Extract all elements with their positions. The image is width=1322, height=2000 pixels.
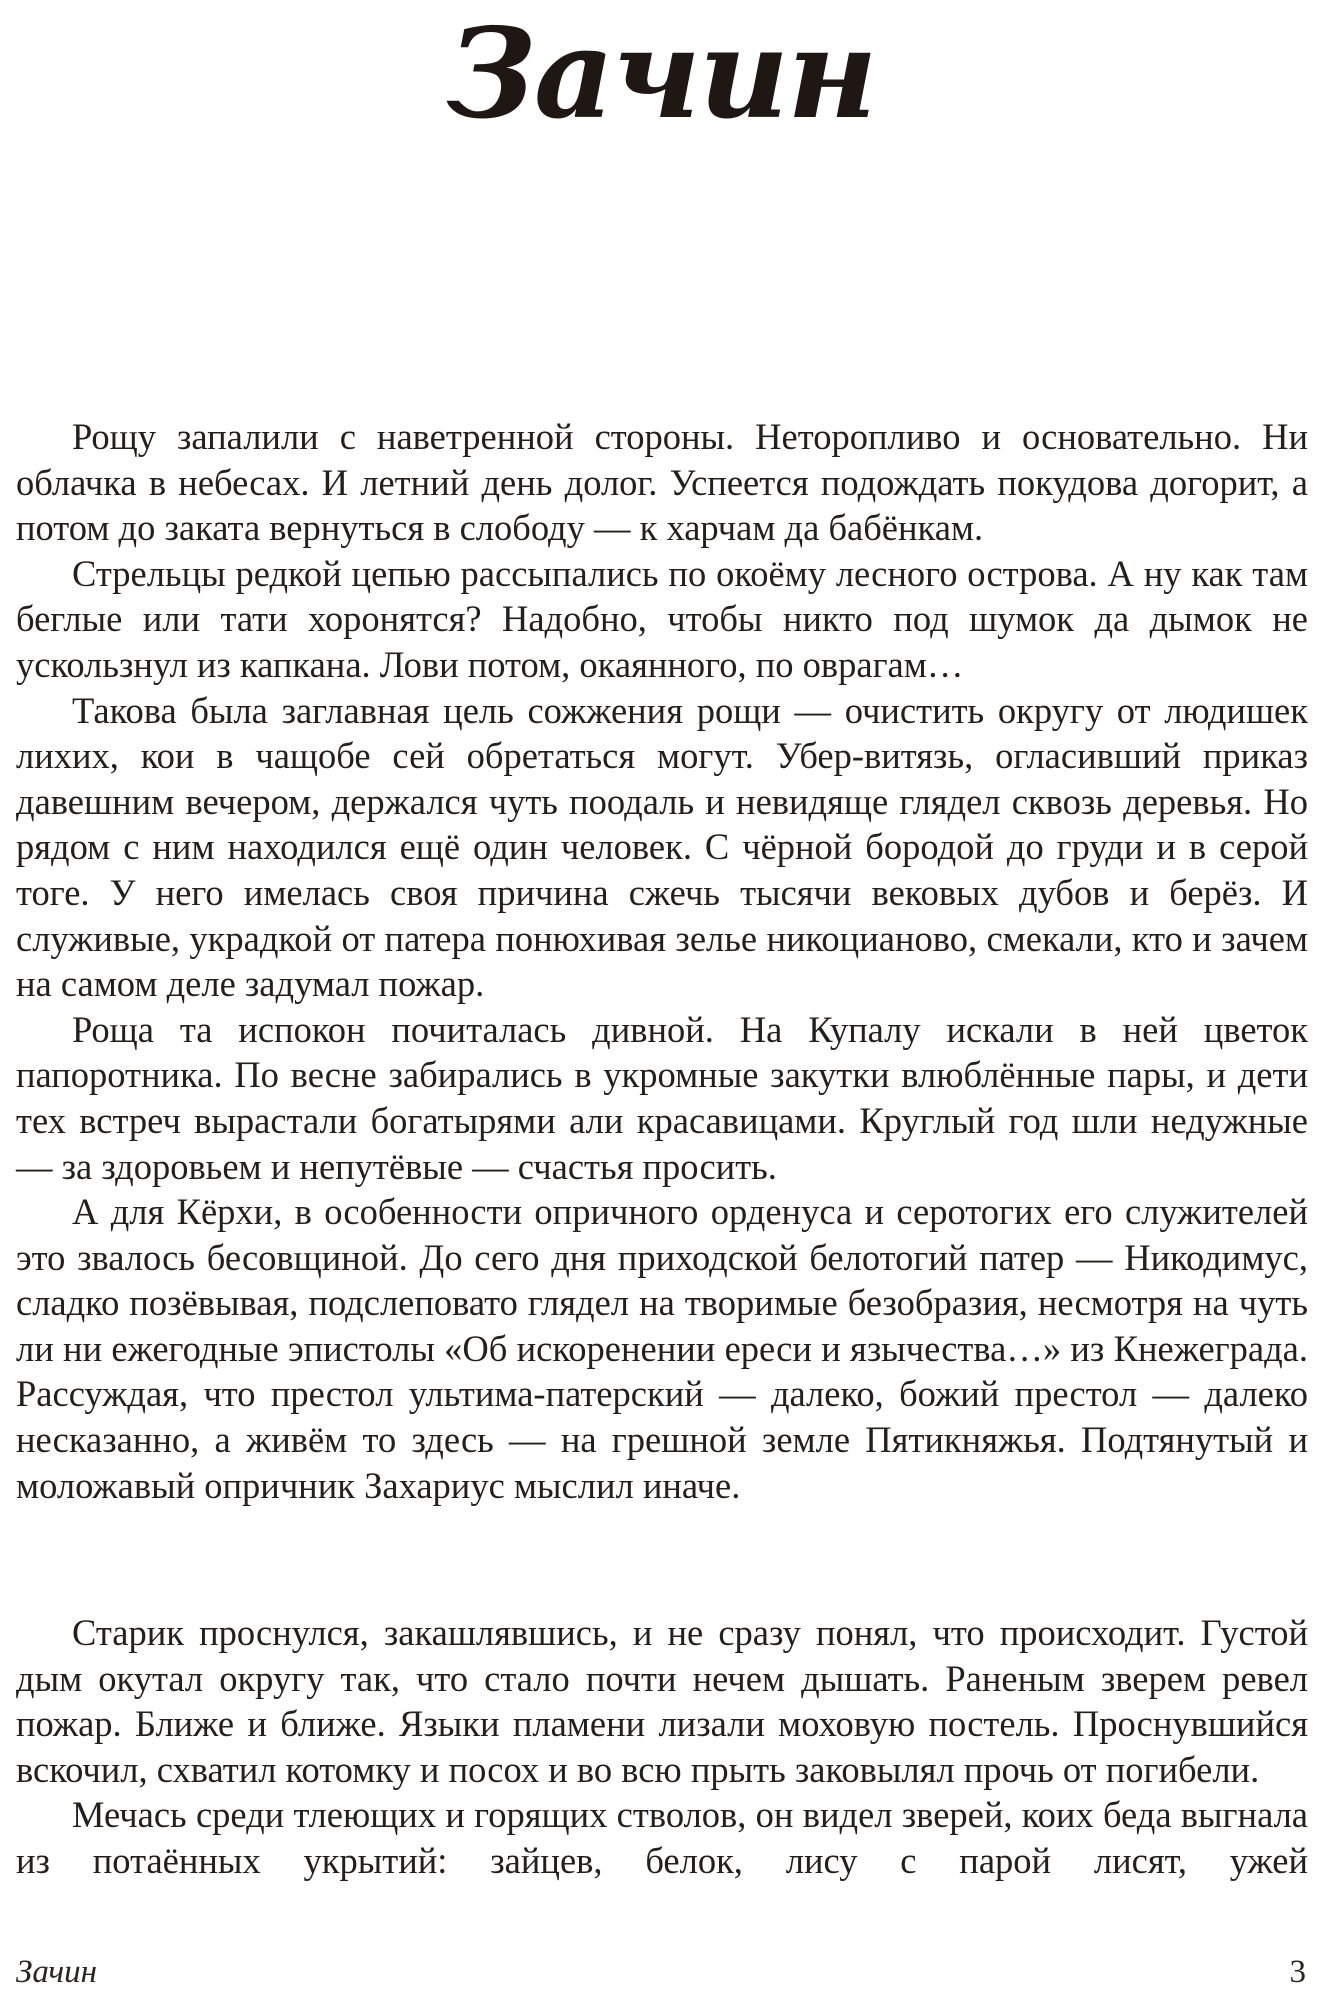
section-1-text [16, 414, 1308, 1508]
running-head: Зачин [16, 1954, 98, 1990]
page-number: 3 [1289, 1954, 1306, 1990]
chapter-title: Зачин [446, 2, 876, 147]
paragraph: Роща та испокон почиталась дивной. На Купалу искали в ней цветок папоротника. По весне забирались в укромные закутки влюблённые пары, и дети тех встреч вырастали богатырями али красавицами. Круглый год шли недужные — за здоровьем и непутёвые — счастья просить. [16, 1008, 1308, 1187]
paragraph-last: Мечась среди тлеющих и горящих стволов, он видел зверей, коих беда выгнала из потаённых укрытий: зайцев, белок, лису с парой лисят, ужей [16, 1794, 1308, 1881]
paragraph: Рощу запалили с наветренной стороны. Неторопливо и основательно. Ни облачка в небесах. И летний день долог. Успеется подождать покудова догорит, а потом до заката вернуться в слободу — к харчам да бабёнкам. [16, 416, 1308, 549]
paragraph: А для Кёрхи, в особенности опричного орденуса и серотогих его служителей это звалось бесовщиной. До сего дня приходской белотогий патер — Никодимус, сладко позёвывая, подслеповато глядел на творимые безобразия, несмотря на чуть ли ни ежегодные эпистолы «Об искоренении ереси и язычества…» из Кнежеграда. Рассуждая, что престол ультима-патерский — далеко, божий престол — далеко несказанно, а живём то здесь — на грешной земле Пятикняжья. Подтянутый и моложавый опричник Захариус мыслил иначе. [16, 1191, 1308, 1506]
section-2-text [16, 1610, 1308, 1884]
paragraph: Такова была заглавная цель сожжения рощи — очистить округу от людишек лихих, кои в чащобе сей обретаться могут. Убер-витязь, огласивший приказ давешним вечером, держался чуть поодаль и невидяще глядел сквозь деревья. Но рядом с ним находился ещё один человек. С чёрной бородой до груди и в серой тоге. У него имелась своя причина сжечь тысячи вековых дубов и берёз. И служивые, украдкой от патера понюхивая зелье никоцианово, смекали, кто и зачем на самом деле задумал пожар. [16, 689, 1308, 1005]
paragraph: Старик проснулся, закашлявшись, и не сразу понял, что происходит. Густой дым окутал округу так, что стало почти нечем дышать. Раненым зверем ревел пожар. Ближе и ближе. Языки пламени лизали моховую постель. Проснувшийся вскочил, схватил котомку и посох и во всю прыть заковылял прочь от погибели. [16, 1612, 1308, 1790]
paragraph: Стрельцы редкой цепью рассыпались по окоёму лесного острова. А ну как там беглые или тати хоронятся? Надобно, чтобы никто под шумок да дымок не ускользнул из капкана. Лови потом, окаянного, по оврагам… [16, 552, 1308, 685]
